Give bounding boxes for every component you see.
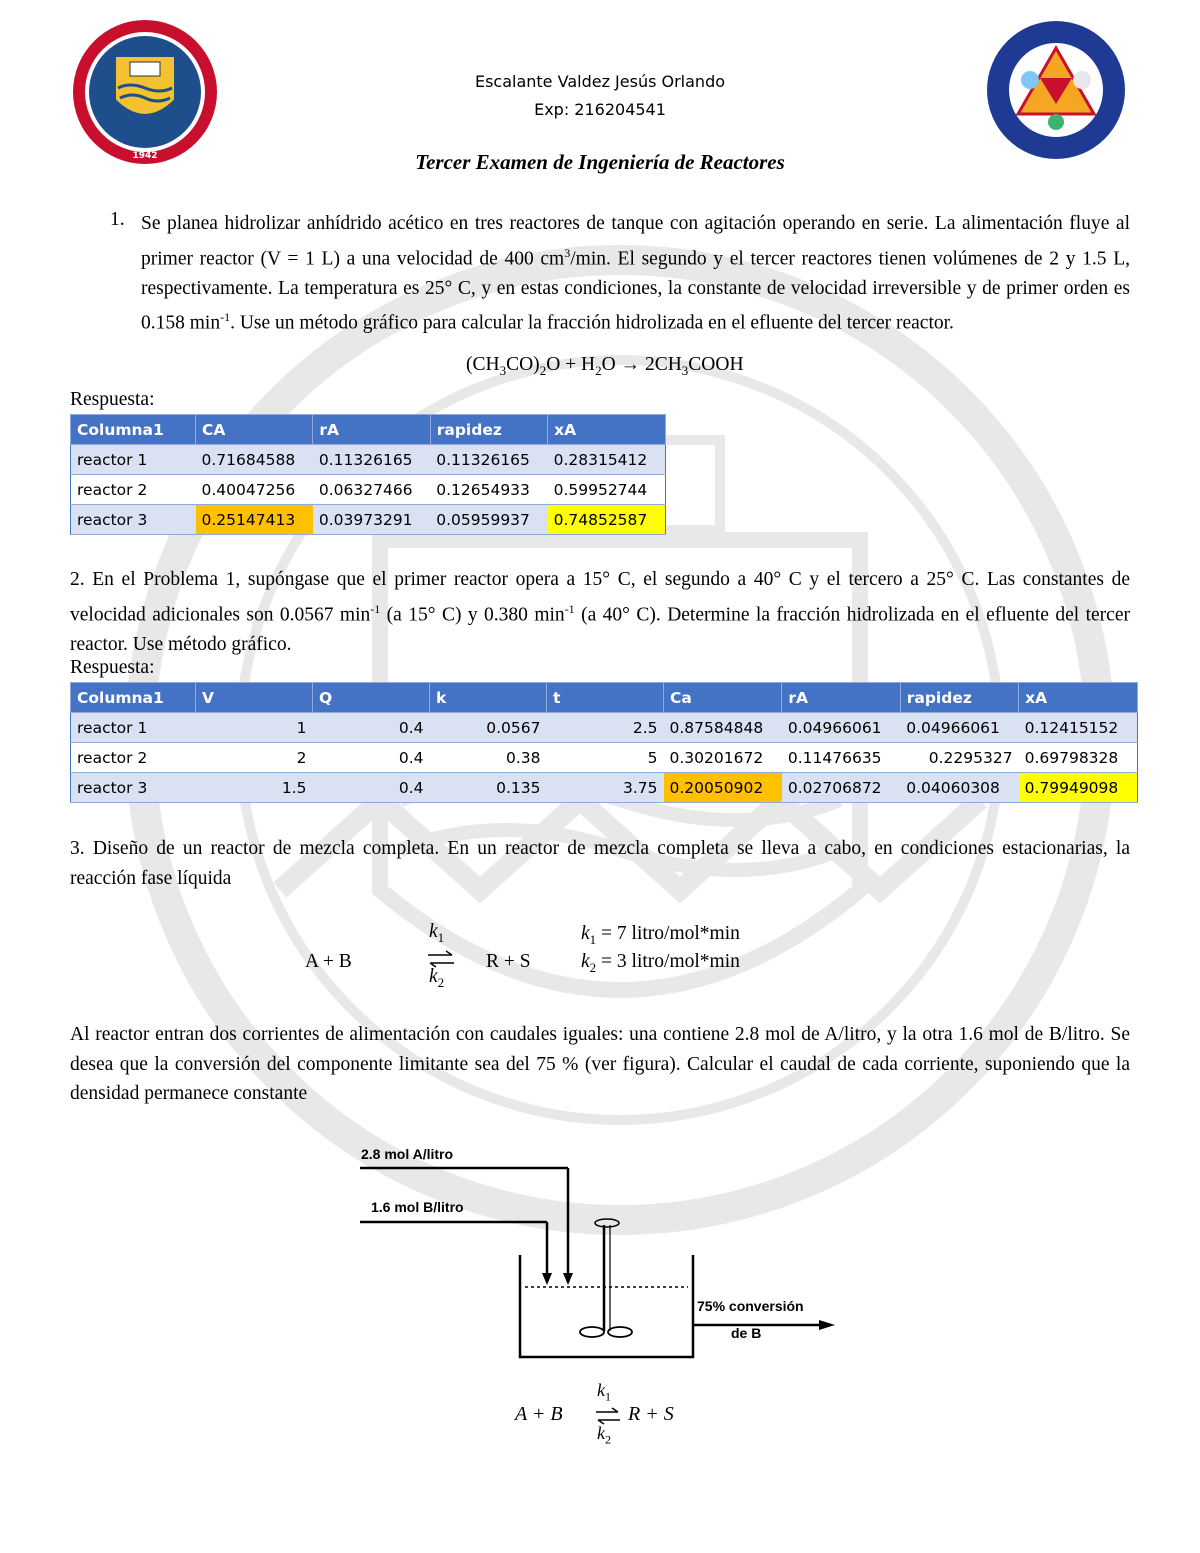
problem-3-text-2: Al reactor entran dos corrientes de alimentación con caudales iguales: una contiene 2.8 mol de A/litro, y la otra 1.6 mol de B/litro. Se desea que la conversión del componente limitante sea del 75 % (ver figura). Calcular el caudal de cada corriente, suponiendo que la densidad permanece constante xyxy=(70,1024,1130,1104)
table-cell: 0.135 xyxy=(430,773,547,803)
table-cell: 0.69798328 xyxy=(1019,743,1138,773)
table-cell: 0.2295327 xyxy=(900,743,1018,773)
table-header-cell: rapidez xyxy=(900,683,1018,713)
table-cell: 0.04966061 xyxy=(782,713,900,743)
table-cell: reactor 3 xyxy=(71,773,196,803)
table-cell: 2.5 xyxy=(547,713,664,743)
table-cell: 0.06327466 xyxy=(313,475,430,505)
problem-1-text: Se planea hidrolizar anhídrido acético en tres reactores de tanque con agitación operando en serie. La alimentación fluye al primer reactor (V = 1 L) a una velocidad de 400 $cm^3/\min$. El segundo y el tercer reactores tienen volúmenes de 2 y 1.5 L, respectivamente. La temperatura es 25° C, y en estas condiciones, la constante de velocidad irreversible y de primer orden es 0.158 $\min^{-1}$. Use un método gráfico para calcular la fracción hidrolizada en el efluente del tercer reactor. xyxy=(141,213,1130,334)
outlet-species-label: de B xyxy=(731,1325,762,1341)
table-cell: reactor 3 xyxy=(71,505,196,535)
table-cell: reactor 1 xyxy=(71,713,196,743)
table-header-cell: Q xyxy=(313,683,430,713)
table-header-cell: Columna1 xyxy=(71,683,196,713)
table-cell: 5 xyxy=(547,743,664,773)
outlet-conversion-label: 75% conversión xyxy=(697,1298,804,1314)
table-cell: 0.04060308 xyxy=(900,773,1018,803)
problem-2-results-table xyxy=(70,682,1138,803)
highlighted-xa-cell: 0.74852587 xyxy=(548,505,666,535)
table-cell: 0.11326165 xyxy=(313,445,430,475)
svg-text:1942: 1942 xyxy=(132,151,158,161)
bottom-k1-label: $k_1$ xyxy=(597,1380,611,1404)
table-cell: 0.40047256 xyxy=(196,475,313,505)
table-header-row xyxy=(71,415,666,445)
table-cell: 0.04966061 xyxy=(900,713,1018,743)
problem-2-text: 2. En el Problema 1, supóngase que el primer reactor opera a 15° C, el segundo a 40° C y el tercero a 25° C. Las constantes de velocidad adicionales son 0.0567 $\min^{-1} (a$ 15° C) y 0.380 $\min^{-1} (a$ 40° C). Determine la fracción hidrolizada en el efluente del tercer reactor. Use método gráfico. xyxy=(70,569,1130,655)
problem-1-answer-label: Respuesta: xyxy=(70,389,155,410)
k1-label: $k_1$ xyxy=(429,921,445,945)
k1-value: $k_1 = 7$ litro/mol*min xyxy=(581,923,740,947)
table-header-cell: rA xyxy=(782,683,900,713)
problem-3-text: 3. Diseño de un reactor de mezcla completa. En un reactor de mezcla completa se lleva a cabo, en condiciones estacionarias, la reacción fase líquida xyxy=(70,838,1130,889)
table-cell: 0.0567 xyxy=(430,713,547,743)
table-row xyxy=(71,713,1138,743)
k2-value: $k_2 = 3$ litro/mol*min xyxy=(581,951,740,975)
problem-2-answer-label: Respuesta: xyxy=(70,657,155,678)
table-cell: reactor 2 xyxy=(71,475,196,505)
table-cell: 0.4 xyxy=(313,773,430,803)
problem-1-results-table xyxy=(70,414,666,535)
table-cell: 0.05959937 xyxy=(430,505,547,535)
table-cell: 1 xyxy=(196,713,313,743)
table-cell: 0.38 xyxy=(430,743,547,773)
table-header-cell: xA xyxy=(548,415,666,445)
bottom-k2-label: $k_2$ xyxy=(597,1423,611,1447)
table-cell: 0.11476635 xyxy=(782,743,900,773)
bottom-reaction-reactants: A + B xyxy=(515,1403,563,1425)
highlighted-xa-cell: 0.79949098 xyxy=(1019,773,1138,803)
table-header-cell: k xyxy=(430,683,547,713)
table-cell: 0.28315412 xyxy=(548,445,666,475)
bottom-reaction-products: R + S xyxy=(628,1403,674,1425)
feed-b-label: 1.6 mol B/litro xyxy=(371,1199,464,1215)
table-cell: 2 xyxy=(196,743,313,773)
table-cell: 0.87584848 xyxy=(664,713,782,743)
table-row xyxy=(71,475,666,505)
table-header-cell: rapidez xyxy=(430,415,547,445)
table-header-cell: t xyxy=(547,683,664,713)
problem-1-equation: $(CH_3CO)_2O + H_2O$ → $2CH_3COOH$ xyxy=(466,354,744,378)
table-cell: 0.30201672 xyxy=(664,743,782,773)
table-cell: 0.12654933 xyxy=(430,475,547,505)
table-cell: 3.75 xyxy=(547,773,664,803)
table-cell: 0.4 xyxy=(313,713,430,743)
cstr-reactor-diagram xyxy=(355,1135,845,1375)
table-row xyxy=(71,743,1138,773)
table-cell: 1.5 xyxy=(196,773,313,803)
highlighted-ca-cell: 0.20050902 xyxy=(664,773,782,803)
table-header-cell: V xyxy=(196,683,313,713)
table-row xyxy=(71,505,666,535)
table-row xyxy=(71,445,666,475)
table-header-cell: CA xyxy=(196,415,313,445)
reaction-reactants: A + B xyxy=(305,951,352,972)
student-id: Exp: 216204541 xyxy=(534,100,666,119)
table-header-cell: rA xyxy=(313,415,430,445)
table-header-cell: xA xyxy=(1019,683,1138,713)
table-cell: 0.12415152 xyxy=(1019,713,1138,743)
table-cell: reactor 1 xyxy=(71,445,196,475)
problem-1-number: 1. xyxy=(110,209,125,230)
universidad-de-sonora-logo xyxy=(70,18,220,166)
table-cell: 0.59952744 xyxy=(548,475,666,505)
feed-a-label: 2.8 mol A/litro xyxy=(361,1146,454,1162)
k2-label: $k_2$ xyxy=(429,966,445,990)
table-header-cell: Columna1 xyxy=(71,415,196,445)
table-header-cell: Ca xyxy=(664,683,782,713)
table-cell: 0.11326165 xyxy=(430,445,547,475)
table-cell: reactor 2 xyxy=(71,743,196,773)
table-row xyxy=(71,773,1138,803)
exam-title: Tercer Examen de Ingeniería de Reactores xyxy=(415,150,785,174)
table-header-row xyxy=(71,683,1138,713)
table-cell: 0.03973291 xyxy=(313,505,430,535)
table-cell: 0.71684588 xyxy=(196,445,313,475)
reaction-products: R + S xyxy=(486,951,531,972)
table-cell: 0.02706872 xyxy=(782,773,900,803)
highlighted-ca-cell: 0.25147413 xyxy=(196,505,313,535)
author-name: Escalante Valdez Jesús Orlando xyxy=(474,72,726,91)
table-cell: 0.4 xyxy=(313,743,430,773)
